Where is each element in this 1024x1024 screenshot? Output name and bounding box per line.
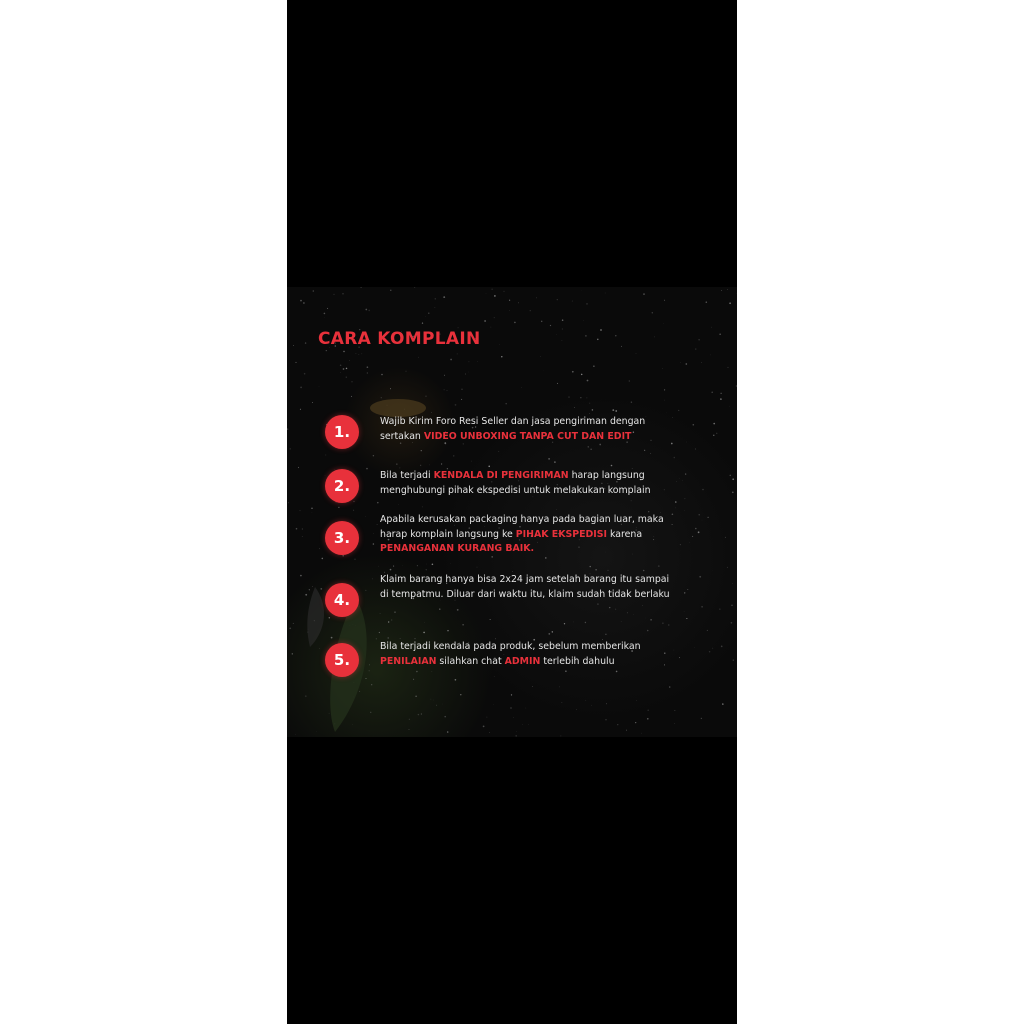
highlighted-text: ADMIN: [504, 655, 541, 667]
step-text: [380, 573, 680, 602]
highlighted-text: PENANGANAN KURANG BAIK.: [380, 543, 535, 554]
highlighted-text: PIHAK EKSPEDISI: [515, 528, 607, 540]
step-text-segment: karena: [607, 528, 643, 540]
step-number-badge: 2.: [325, 469, 359, 503]
highlighted-text: KENDALA DI PENGIRIMAN: [433, 470, 569, 481]
step-number-badge: 3.: [325, 521, 359, 555]
step-number-badge: 1.: [325, 415, 359, 449]
step-text-segment: Apabila kerusakan packaging hanya pada bagian luar, maka harap komplain langsung ke: [380, 514, 664, 540]
highlighted-text: VIDEO UNBOXING TANPA CUT DAN EDIT: [423, 430, 632, 442]
step-text: [380, 469, 680, 498]
step-text: [380, 640, 680, 669]
step-number-badge: 5.: [325, 643, 359, 677]
step-text-segment: harap langsung menghubungi pihak ekspedisi untuk melakukan komplain: [380, 470, 651, 496]
step-number-badge: 4.: [325, 583, 359, 617]
step-text: [380, 513, 680, 557]
step-text-segment: terlebih dahulu: [540, 655, 615, 667]
step-text-segment: Bila terjadi: [380, 470, 434, 481]
page-title: CARA KOMPLAIN: [318, 329, 481, 349]
step-text-segment: Wajib Kirim Foro Resi Seller dan jasa pengiriman dengan sertakan: [380, 416, 646, 442]
step-text-segment: Klaim barang hanya bisa 2x24 jam setelah barang itu sampai di tempatmu. Diluar dari waktu itu, klaim sudah tidak berlaku: [380, 574, 670, 600]
step-text-segment: silahkan chat: [436, 655, 505, 667]
complaint-info-card: [287, 287, 737, 737]
highlighted-text: PENILAIAN: [380, 655, 437, 667]
step-text-segment: Bila terjadi kendala pada produk, sebelum memberikan: [380, 641, 641, 652]
step-text: [380, 415, 680, 444]
